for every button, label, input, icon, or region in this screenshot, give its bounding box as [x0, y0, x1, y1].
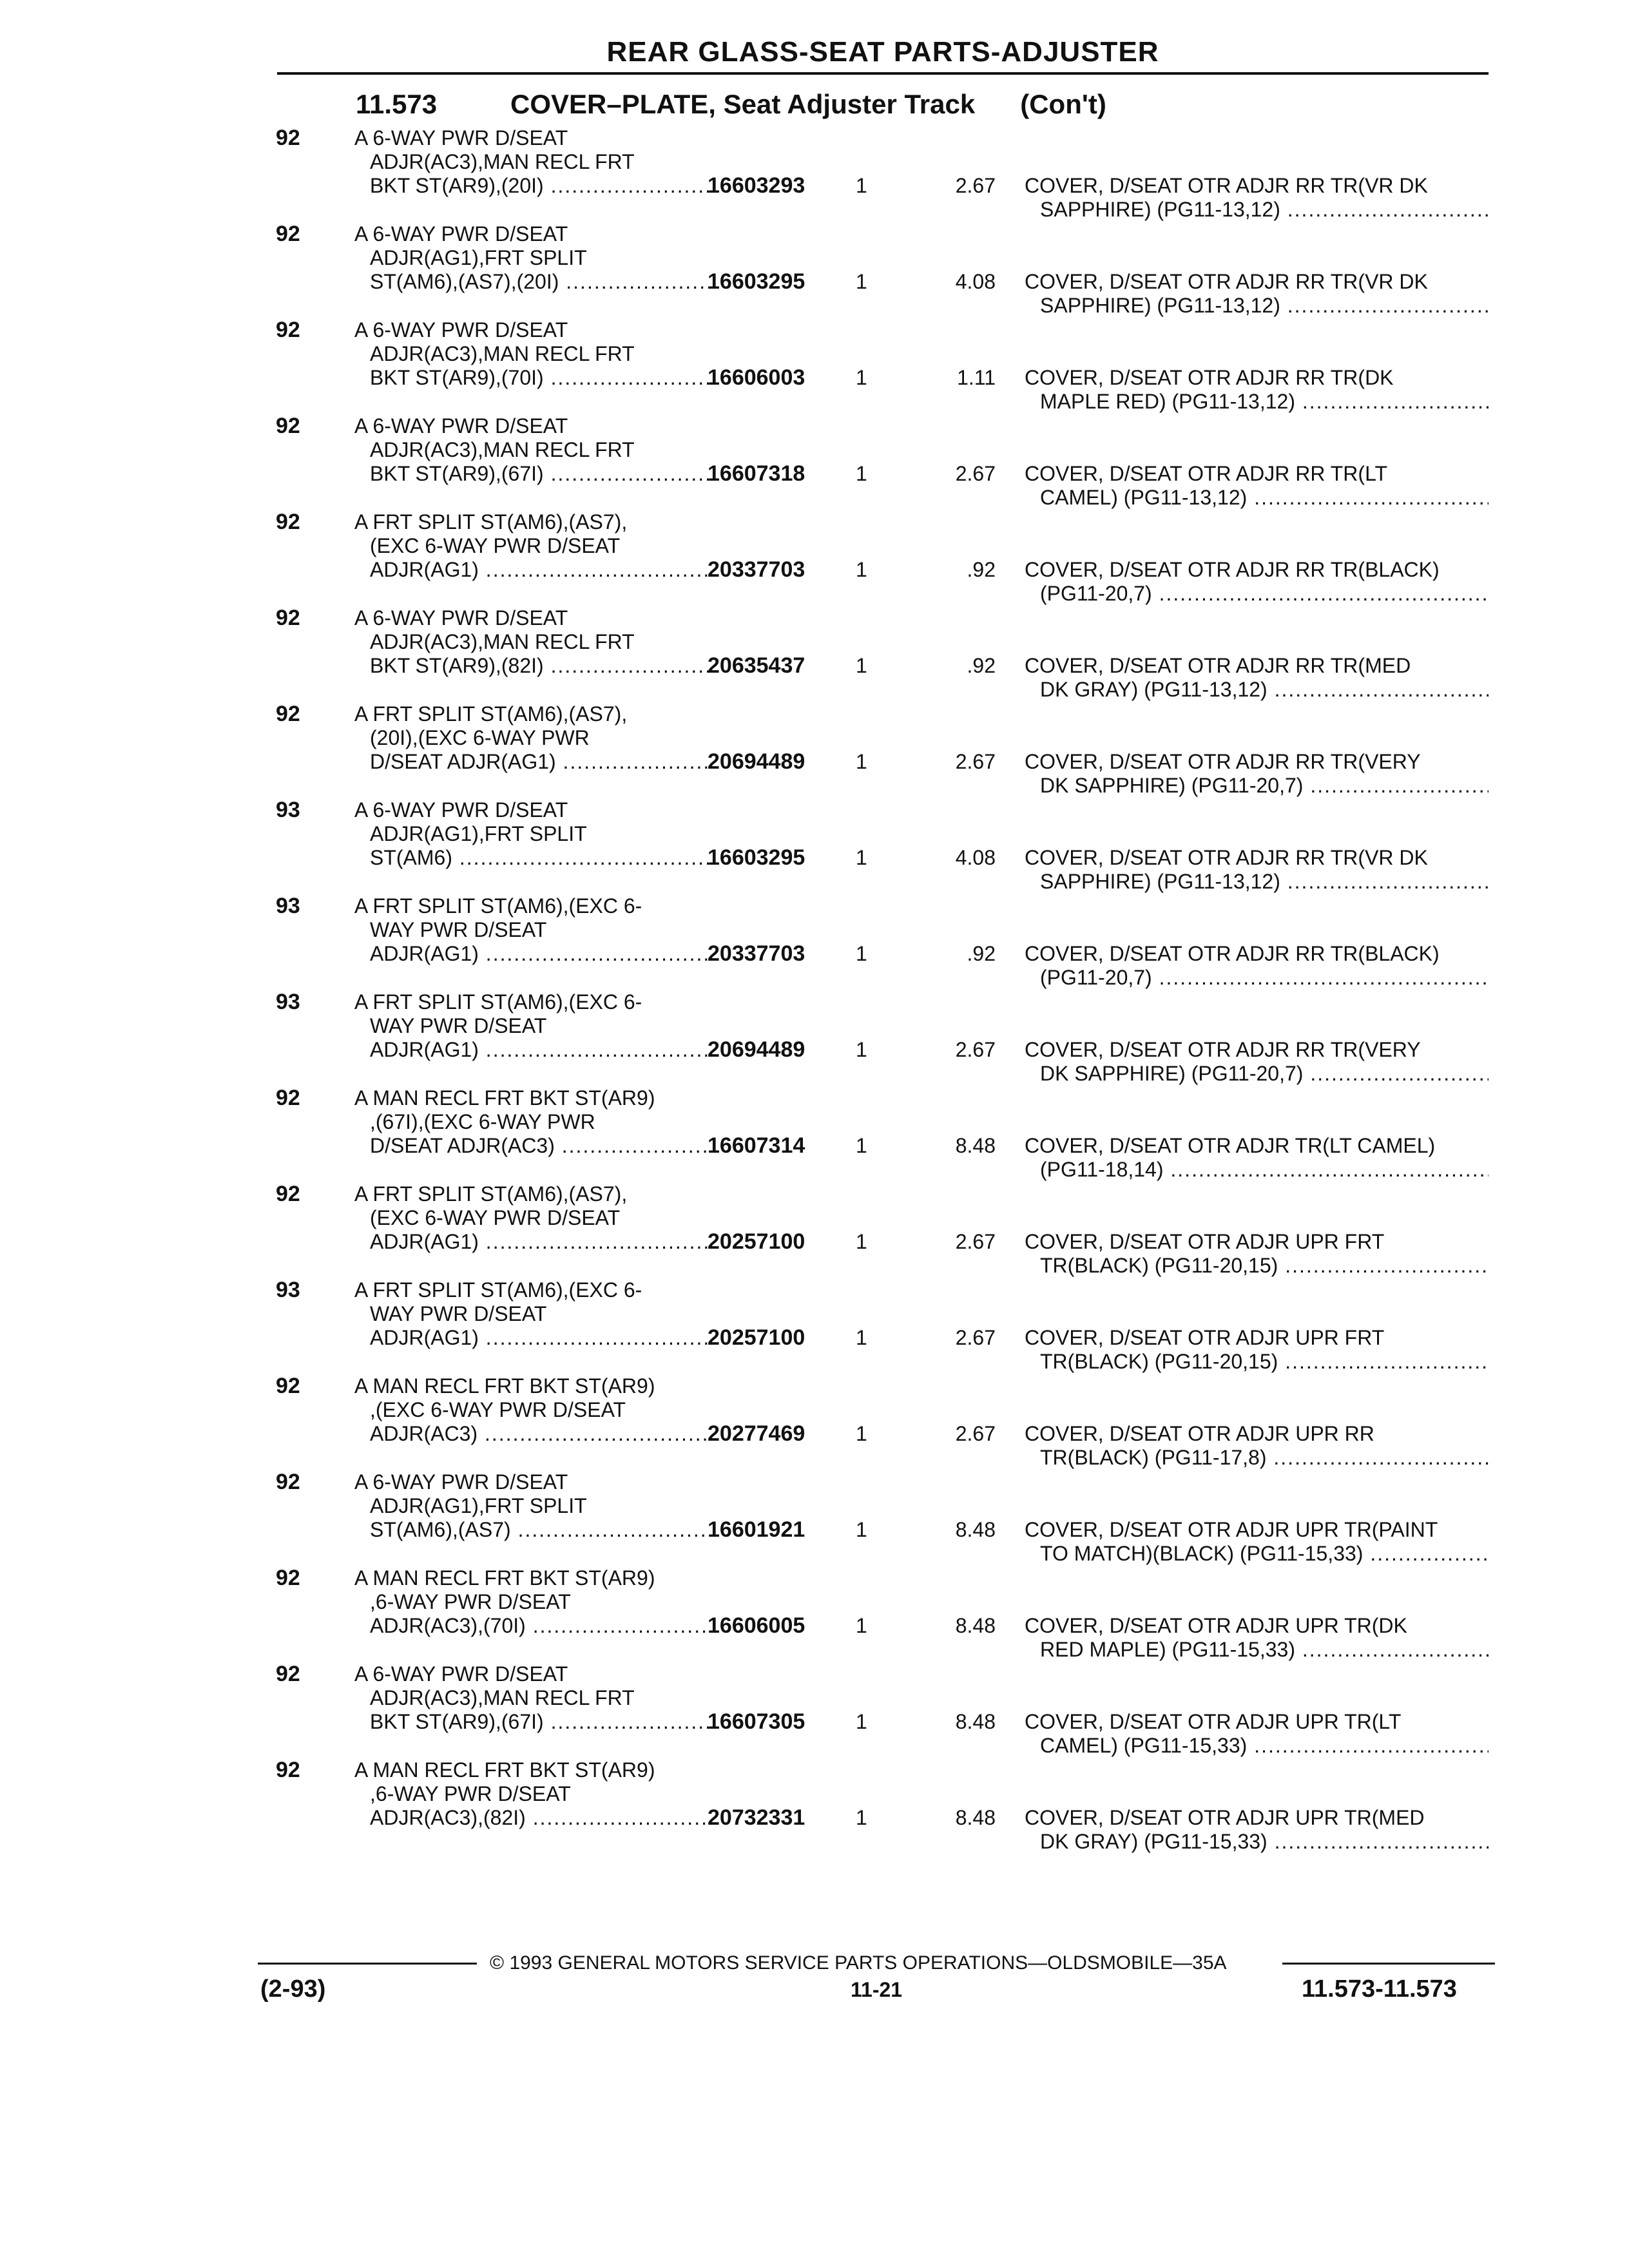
- list-item: [0, 126, 1629, 222]
- application-line: WAY PWR D/SEAT: [370, 1014, 547, 1037]
- list-item: [0, 1470, 1629, 1566]
- part-number: 20277469: [708, 1421, 805, 1446]
- part-description: [1025, 942, 1489, 990]
- part-description: [1025, 1326, 1489, 1374]
- quantity: 1: [856, 942, 867, 965]
- quantity: 1: [856, 462, 867, 485]
- application-line: A MAN RECL FRT BKT ST(AR9): [354, 1566, 655, 1590]
- item-application: [354, 1758, 702, 1830]
- footer-page-number: 11-21: [851, 1978, 903, 2001]
- item-application: [354, 414, 702, 486]
- list-item: [0, 1182, 1629, 1278]
- quantity: 1: [856, 1806, 867, 1829]
- list-item: [0, 702, 1629, 798]
- part-description: [1025, 1422, 1489, 1470]
- quantity: 1: [856, 1518, 867, 1541]
- price: 4.08: [955, 270, 996, 293]
- item-application: [354, 1278, 702, 1350]
- list-item: [0, 798, 1629, 894]
- application-line: ADJR(AG1),FRT SPLIT: [370, 1494, 587, 1517]
- application-line: A FRT SPLIT ST(AM6),(EXC 6-: [354, 894, 642, 918]
- application-line: ADJR(AC3) .....: [354, 1422, 718, 1446]
- description-line: SAPPHIRE) (PG11-13,12) .....: [1025, 198, 1489, 222]
- quantity: 1: [856, 750, 867, 773]
- part-description: [1025, 1230, 1489, 1278]
- quantity: 1: [856, 366, 867, 389]
- price: 8.48: [955, 1710, 996, 1733]
- part-number: 16601921: [708, 1517, 805, 1542]
- quantity: 1: [856, 1614, 867, 1637]
- quantity: 1: [856, 270, 867, 293]
- application-line: A MAN RECL FRT BKT ST(AR9): [354, 1086, 655, 1110]
- description-line: TR(BLACK) (PG11-20,15) .....: [1025, 1350, 1489, 1374]
- description-line: TR(BLACK) (PG11-20,15) .....: [1025, 1254, 1489, 1278]
- part-number: 16606005: [708, 1613, 805, 1638]
- application-line: A 6-WAY PWR D/SEAT: [354, 414, 568, 437]
- price: .92: [967, 654, 996, 677]
- application-line: ADJR(AG1) .....: [354, 942, 718, 966]
- part-description: [1025, 846, 1489, 894]
- application-line: ADJR(AC3),MAN RECL FRT: [370, 150, 635, 173]
- quantity: 1: [856, 846, 867, 869]
- parts-list: [0, 126, 1629, 1854]
- item-application: [354, 510, 702, 582]
- description-line: CAMEL) (PG11-13,12) .....: [1025, 486, 1489, 510]
- item-illustration-number: 92: [276, 606, 300, 630]
- application-line: A 6-WAY PWR D/SEAT: [354, 222, 568, 245]
- footer-rule-left: [258, 1963, 477, 1965]
- description-line: COVER, D/SEAT OTR ADJR RR TR(VR DK: [1025, 846, 1428, 869]
- section-heading: [356, 89, 1106, 120]
- part-number: 20635437: [708, 653, 805, 678]
- quantity: 1: [856, 558, 867, 581]
- quantity: 1: [856, 1710, 867, 1733]
- application-line: ST(AM6),(AS7),(20I) .....: [354, 270, 718, 294]
- price: 2.67: [955, 1230, 996, 1253]
- quantity: 1: [856, 1230, 867, 1253]
- item-application: [354, 1182, 702, 1254]
- description-line: MAPLE RED) (PG11-13,12) .....: [1025, 390, 1489, 414]
- description-line: COVER, D/SEAT OTR ADJR UPR TR(PAINT: [1025, 1518, 1438, 1541]
- description-line: COVER, D/SEAT OTR ADJR RR TR(VERY: [1025, 1038, 1421, 1061]
- description-line: COVER, D/SEAT OTR ADJR UPR RR: [1025, 1422, 1374, 1445]
- part-description: [1025, 1806, 1489, 1854]
- item-illustration-number: 92: [276, 702, 300, 726]
- list-item: [0, 414, 1629, 510]
- part-description: [1025, 366, 1489, 414]
- price: 2.67: [955, 1038, 996, 1061]
- part-number: 20694489: [708, 1037, 805, 1062]
- part-number: 16607314: [708, 1133, 805, 1158]
- footer-date: (2-93): [260, 1975, 326, 2003]
- description-line: COVER, D/SEAT OTR ADJR RR TR(MED: [1025, 654, 1411, 677]
- part-number: 20337703: [708, 941, 805, 966]
- description-line: DK SAPPHIRE) (PG11-20,7) .....: [1025, 1062, 1489, 1086]
- description-line: COVER, D/SEAT OTR ADJR RR TR(BLACK): [1025, 942, 1440, 965]
- part-number: 16607305: [708, 1709, 805, 1734]
- description-line: COVER, D/SEAT OTR ADJR UPR FRT: [1025, 1230, 1385, 1253]
- application-line: ADJR(AC3),MAN RECL FRT: [370, 630, 635, 653]
- quantity: 1: [856, 1134, 867, 1157]
- part-description: [1025, 270, 1489, 318]
- list-item: [0, 1278, 1629, 1374]
- item-illustration-number: 92: [276, 318, 300, 342]
- price: 2.67: [955, 1422, 996, 1445]
- price: 2.67: [955, 174, 996, 197]
- item-illustration-number: 93: [276, 990, 300, 1014]
- part-description: [1025, 558, 1489, 606]
- quantity: 1: [856, 654, 867, 677]
- item-illustration-number: 93: [276, 894, 300, 918]
- application-line: D/SEAT ADJR(AC3) .....: [354, 1134, 718, 1158]
- item-illustration-number: 92: [276, 1662, 300, 1686]
- part-description: [1025, 750, 1489, 798]
- list-item: [0, 990, 1629, 1086]
- application-line: ST(AM6),(AS7) .....: [354, 1518, 718, 1542]
- application-line: A 6-WAY PWR D/SEAT: [354, 606, 568, 629]
- item-illustration-number: 92: [276, 1086, 300, 1110]
- page-title: REAR GLASS-SEAT PARTS-ADJUSTER: [606, 36, 1159, 68]
- application-line: BKT ST(AR9),(70I) .....: [354, 366, 718, 390]
- quantity: 1: [856, 174, 867, 197]
- application-line: ,6-WAY PWR D/SEAT: [370, 1782, 571, 1805]
- application-line: (20I),(EXC 6-WAY PWR: [370, 726, 590, 749]
- item-application: [354, 126, 702, 198]
- part-number: 16603295: [708, 845, 805, 870]
- item-illustration-number: 92: [276, 1758, 300, 1782]
- application-line: ,6-WAY PWR D/SEAT: [370, 1590, 571, 1613]
- list-item: [0, 1566, 1629, 1662]
- application-line: ADJR(AC3),MAN RECL FRT: [370, 1686, 635, 1709]
- application-line: A 6-WAY PWR D/SEAT: [354, 798, 568, 822]
- part-number: 20257100: [708, 1229, 805, 1254]
- price: 2.67: [955, 1326, 996, 1349]
- part-number: 16603293: [708, 173, 805, 198]
- list-item: [0, 222, 1629, 318]
- list-item: [0, 318, 1629, 414]
- application-line: A 6-WAY PWR D/SEAT: [354, 126, 568, 149]
- description-line: TO MATCH)(BLACK) (PG11-15,33) .....: [1025, 1542, 1489, 1566]
- item-illustration-number: 92: [276, 222, 300, 246]
- list-item: [0, 510, 1629, 606]
- item-illustration-number: 92: [276, 414, 300, 438]
- description-line: DK GRAY) (PG11-13,12) .....: [1025, 678, 1489, 702]
- quantity: 1: [856, 1422, 867, 1445]
- description-line: COVER, D/SEAT OTR ADJR RR TR(VR DK: [1025, 174, 1428, 197]
- description-line: SAPPHIRE) (PG11-13,12) .....: [1025, 294, 1489, 318]
- description-line: COVER, D/SEAT OTR ADJR RR TR(DK: [1025, 366, 1394, 389]
- application-line: ADJR(AC3),(70I) .....: [354, 1614, 718, 1638]
- item-application: [354, 702, 702, 774]
- item-illustration-number: 92: [276, 1566, 300, 1590]
- application-line: A FRT SPLIT ST(AM6),(AS7),: [354, 1182, 628, 1206]
- item-illustration-number: 92: [276, 1182, 300, 1206]
- application-line: ,(67I),(EXC 6-WAY PWR: [370, 1110, 595, 1133]
- description-line: (PG11-18,14) .....: [1025, 1158, 1489, 1182]
- application-line: A FRT SPLIT ST(AM6),(EXC 6-: [354, 990, 642, 1014]
- description-line: DK GRAY) (PG11-15,33) .....: [1025, 1830, 1489, 1854]
- item-application: [354, 798, 702, 870]
- application-line: (EXC 6-WAY PWR D/SEAT: [370, 534, 621, 557]
- footer-copyright: © 1993 GENERAL MOTORS SERVICE PARTS OPERATIONS—OLDSMOBILE—35A: [490, 1952, 1227, 1974]
- application-line: ,(EXC 6-WAY PWR D/SEAT: [370, 1398, 626, 1421]
- description-line: SAPPHIRE) (PG11-13,12) .....: [1025, 870, 1489, 894]
- item-application: [354, 1566, 702, 1638]
- part-number: 16606003: [708, 365, 805, 390]
- item-illustration-number: 93: [276, 1278, 300, 1302]
- description-line: COVER, D/SEAT OTR ADJR UPR FRT: [1025, 1326, 1385, 1349]
- application-line: A FRT SPLIT ST(AM6),(AS7),: [354, 510, 628, 533]
- application-line: A MAN RECL FRT BKT ST(AR9): [354, 1374, 655, 1398]
- part-description: [1025, 1518, 1489, 1566]
- list-item: [0, 606, 1629, 702]
- application-line: ST(AM6) .....: [354, 846, 718, 870]
- page-header: [277, 32, 1489, 75]
- quantity: 1: [856, 1038, 867, 1061]
- application-line: ADJR(AC3),MAN RECL FRT: [370, 438, 635, 461]
- price: .92: [967, 558, 996, 581]
- application-line: ADJR(AC3),(82I) .....: [354, 1806, 718, 1830]
- part-number: 16603295: [708, 269, 805, 294]
- description-line: COVER, D/SEAT OTR ADJR UPR TR(LT: [1025, 1710, 1402, 1733]
- application-line: (EXC 6-WAY PWR D/SEAT: [370, 1206, 621, 1229]
- application-line: ADJR(AG1),FRT SPLIT: [370, 822, 587, 845]
- description-line: (PG11-20,7) .....: [1025, 966, 1489, 990]
- application-line: BKT ST(AR9),(82I) .....: [354, 654, 718, 678]
- item-illustration-number: 92: [276, 1374, 300, 1398]
- price: 8.48: [955, 1806, 996, 1829]
- item-illustration-number: 93: [276, 798, 300, 822]
- section-continued: (Con't): [1020, 89, 1106, 119]
- description-line: COVER, D/SEAT OTR ADJR RR TR(VR DK: [1025, 270, 1428, 293]
- application-line: ADJR(AG1) .....: [354, 1038, 718, 1062]
- application-line: ADJR(AG1),FRT SPLIT: [370, 246, 587, 269]
- list-item: [0, 894, 1629, 990]
- application-line: ADJR(AG1) .....: [354, 1326, 718, 1350]
- item-illustration-number: 92: [276, 1470, 300, 1494]
- part-description: [1025, 1134, 1489, 1182]
- item-application: [354, 222, 702, 294]
- list-item: [0, 1662, 1629, 1758]
- description-line: CAMEL) (PG11-15,33) .....: [1025, 1734, 1489, 1758]
- application-line: ADJR(AC3),MAN RECL FRT: [370, 342, 635, 365]
- description-line: COVER, D/SEAT OTR ADJR UPR TR(DK: [1025, 1614, 1407, 1637]
- quantity: 1: [856, 1326, 867, 1349]
- description-line: COVER, D/SEAT OTR ADJR RR TR(LT: [1025, 462, 1388, 485]
- description-line: COVER, D/SEAT OTR ADJR RR TR(VERY: [1025, 750, 1421, 773]
- item-illustration-number: 92: [276, 510, 300, 534]
- footer-section-range: 11.573-11.573: [1302, 1975, 1457, 2003]
- item-application: [354, 894, 702, 966]
- description-line: RED MAPLE) (PG11-15,33) .....: [1025, 1638, 1489, 1662]
- price: 8.48: [955, 1134, 996, 1157]
- part-description: [1025, 1710, 1489, 1758]
- item-application: [354, 1470, 702, 1542]
- part-description: [1025, 1038, 1489, 1086]
- part-description: [1025, 174, 1489, 222]
- description-line: DK SAPPHIRE) (PG11-20,7) .....: [1025, 774, 1489, 798]
- application-line: A MAN RECL FRT BKT ST(AR9): [354, 1758, 655, 1782]
- item-illustration-number: 92: [276, 126, 300, 150]
- part-description: [1025, 1614, 1489, 1662]
- part-number: 20257100: [708, 1325, 805, 1350]
- part-number: 16607318: [708, 461, 805, 486]
- application-line: WAY PWR D/SEAT: [370, 918, 547, 941]
- part-description: [1025, 654, 1489, 702]
- price: 1.11: [957, 366, 996, 389]
- application-line: A 6-WAY PWR D/SEAT: [354, 318, 568, 341]
- application-line: WAY PWR D/SEAT: [370, 1302, 547, 1325]
- application-line: BKT ST(AR9),(20I) .....: [354, 174, 718, 198]
- description-line: COVER, D/SEAT OTR ADJR TR(LT CAMEL): [1025, 1134, 1436, 1157]
- application-line: A 6-WAY PWR D/SEAT: [354, 1470, 568, 1494]
- price: 8.48: [955, 1518, 996, 1541]
- application-line: A FRT SPLIT ST(AM6),(AS7),: [354, 702, 628, 726]
- part-description: [1025, 462, 1489, 510]
- list-item: [0, 1374, 1629, 1470]
- list-item: [0, 1758, 1629, 1854]
- price: 4.08: [955, 846, 996, 869]
- section-number: 11.573: [356, 89, 438, 119]
- item-application: [354, 606, 702, 678]
- description-line: COVER, D/SEAT OTR ADJR RR TR(BLACK): [1025, 558, 1440, 581]
- footer-rule-right: [1282, 1963, 1495, 1965]
- part-number: 20694489: [708, 749, 805, 774]
- application-line: ADJR(AG1) .....: [354, 558, 718, 582]
- item-application: [354, 318, 702, 390]
- price: 2.67: [955, 750, 996, 773]
- application-line: A 6-WAY PWR D/SEAT: [354, 1662, 568, 1686]
- application-line: A FRT SPLIT ST(AM6),(EXC 6-: [354, 1278, 642, 1302]
- price: 2.67: [955, 462, 996, 485]
- item-application: [354, 990, 702, 1062]
- description-line: (PG11-20,7) .....: [1025, 582, 1489, 606]
- item-application: [354, 1086, 702, 1158]
- application-line: BKT ST(AR9),(67I) .....: [354, 1710, 718, 1734]
- price: 8.48: [955, 1614, 996, 1637]
- description-line: TR(BLACK) (PG11-17,8) .....: [1025, 1446, 1489, 1470]
- application-line: D/SEAT ADJR(AG1) .....: [354, 750, 718, 774]
- price: .92: [967, 942, 996, 965]
- item-application: [354, 1374, 702, 1446]
- part-number: 20337703: [708, 557, 805, 582]
- list-item: [0, 1086, 1629, 1182]
- item-application: [354, 1662, 702, 1734]
- application-line: ADJR(AG1) .....: [354, 1230, 718, 1254]
- part-number: 20732331: [708, 1805, 805, 1830]
- description-line: COVER, D/SEAT OTR ADJR UPR TR(MED: [1025, 1806, 1425, 1829]
- application-line: BKT ST(AR9),(67I) .....: [354, 462, 718, 486]
- section-title: COVER–PLATE, Seat Adjuster Track: [510, 89, 976, 119]
